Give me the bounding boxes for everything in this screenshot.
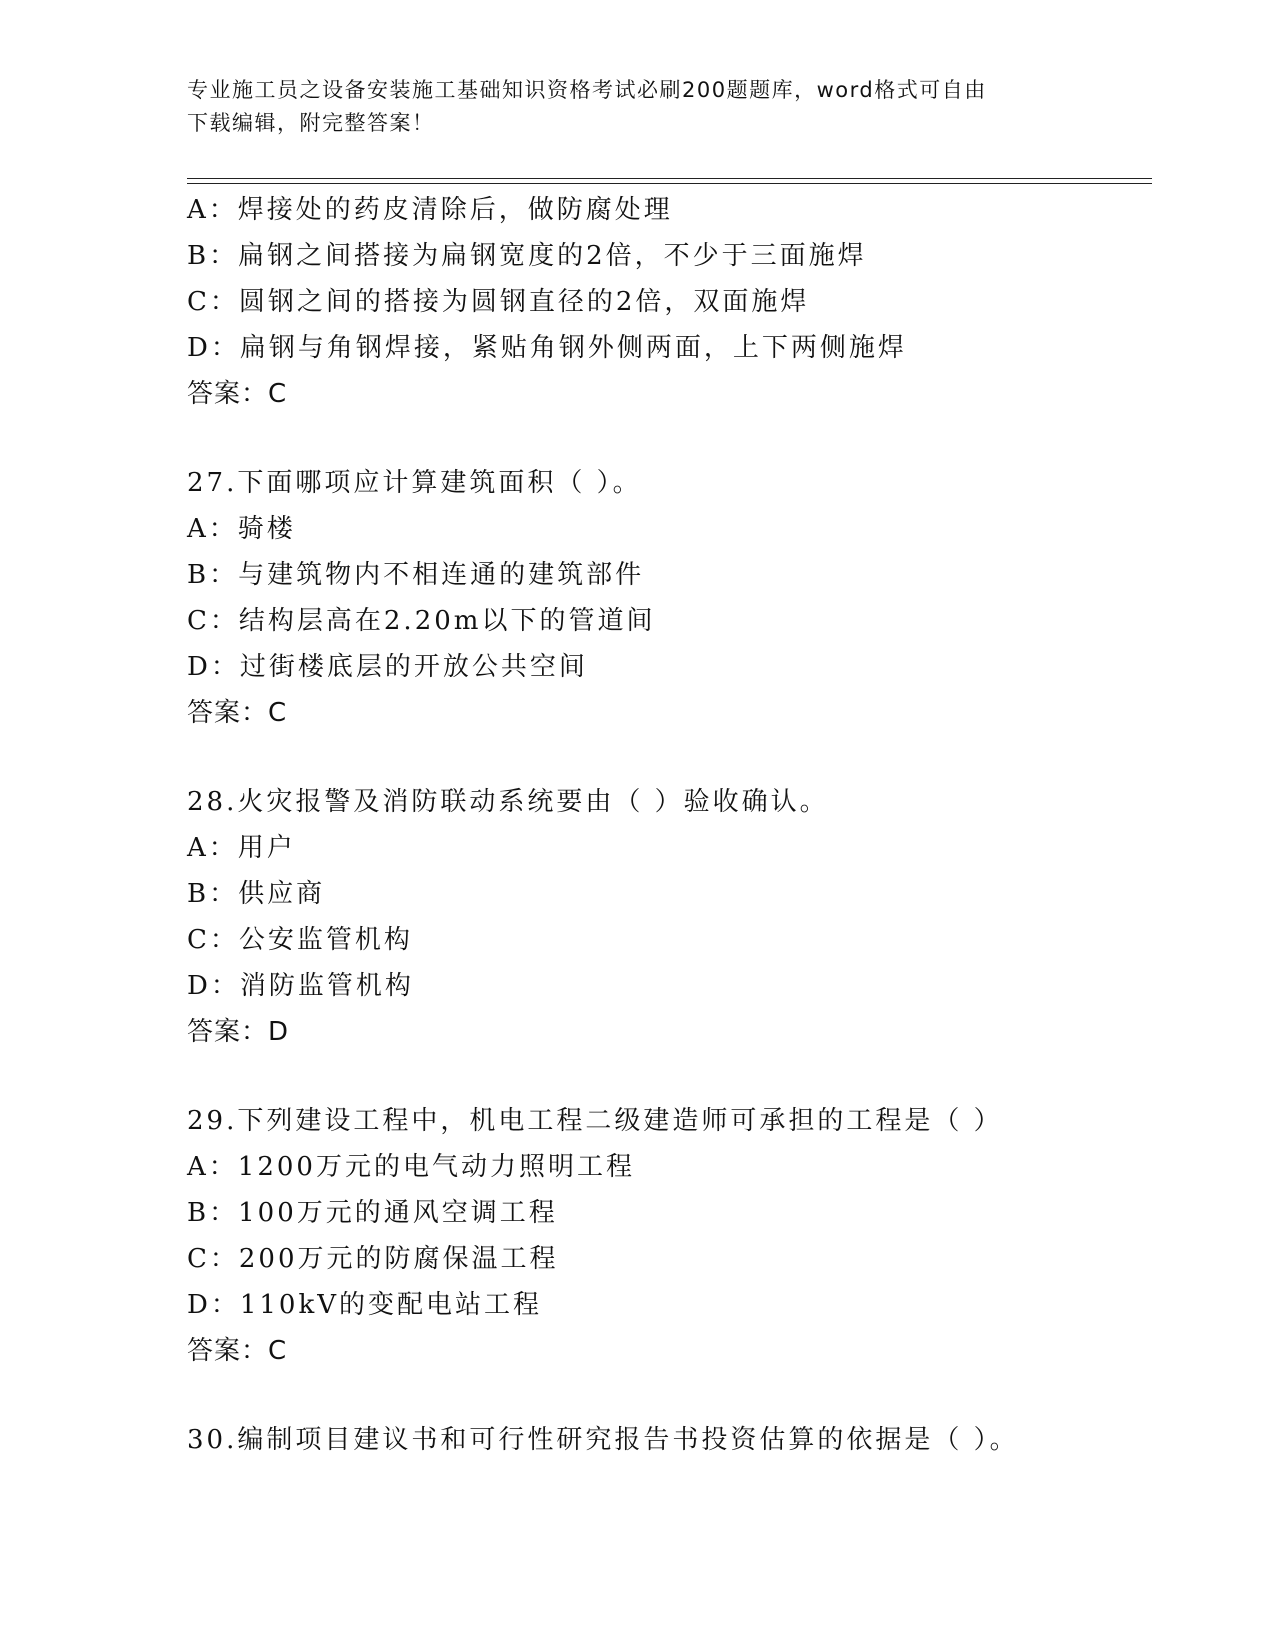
spacer (187, 417, 1147, 460)
option-d: D：消防监管机构 (187, 971, 414, 1001)
option-b: B：供应商 (187, 879, 326, 909)
header-divider-bottom (187, 183, 1152, 184)
question-text: 30.编制项目建议书和可行性研究报告书投资估算的依据是（ ）。 (187, 1425, 1019, 1455)
option-c: C：200万元的防腐保温工程 (187, 1244, 559, 1274)
spacer (187, 1055, 1147, 1098)
option-b: B：扁钢之间搭接为扁钢宽度的2倍，不少于三面施焊 (187, 241, 867, 271)
answer-line: 答案：C (187, 379, 288, 409)
option-a: A：焊接处的药皮清除后，做防腐处理 (187, 195, 673, 225)
answer-line: 答案：C (187, 698, 288, 728)
question-block-29 (187, 1098, 1147, 1374)
option-a: A：1200万元的电气动力照明工程 (187, 1152, 635, 1182)
question-text: 28.火灾报警及消防联动系统要由（ ）验收确认。 (187, 787, 829, 817)
question-text: 27.下面哪项应计算建筑面积（ ）。 (187, 468, 642, 498)
option-d: D：过街楼底层的开放公共空间 (187, 652, 588, 682)
option-d: D：110kV的变配电站工程 (187, 1290, 543, 1320)
option-c: C：公安监管机构 (187, 925, 413, 955)
option-a: A：骑楼 (187, 514, 296, 544)
option-b: B：100万元的通风空调工程 (187, 1198, 558, 1228)
option-a: A：用户 (187, 833, 296, 863)
question-block-26 (187, 187, 1147, 417)
header-divider-top (187, 178, 1152, 179)
header-title-line-2: 下载编辑，附完整答案！ (187, 111, 435, 135)
question-block-28 (187, 779, 1147, 1055)
question-block-27 (187, 460, 1147, 736)
option-c: C：圆钢之间的搭接为圆钢直径的2倍，双面施焊 (187, 287, 810, 317)
question-block-30 (187, 1417, 1147, 1463)
header-title-line-1: 专业施工员之设备安装施工基础知识资格考试必刷200题题库，word格式可自由 (187, 78, 987, 102)
option-b: B：与建筑物内不相连通的建筑部件 (187, 560, 645, 590)
option-d: D：扁钢与角钢焊接，紧贴角钢外侧两面，上下两侧施焊 (187, 333, 907, 363)
question-list (187, 187, 1147, 1463)
spacer (187, 1374, 1147, 1417)
document-header (187, 74, 1087, 140)
question-text: 29.下列建设工程中，机电工程二级建造师可承担的工程是（ ） (187, 1106, 1003, 1136)
answer-line: 答案：C (187, 1336, 288, 1366)
option-c: C：结构层高在2.20m以下的管道间 (187, 606, 656, 636)
answer-line: 答案：D (187, 1017, 290, 1047)
spacer (187, 736, 1147, 779)
